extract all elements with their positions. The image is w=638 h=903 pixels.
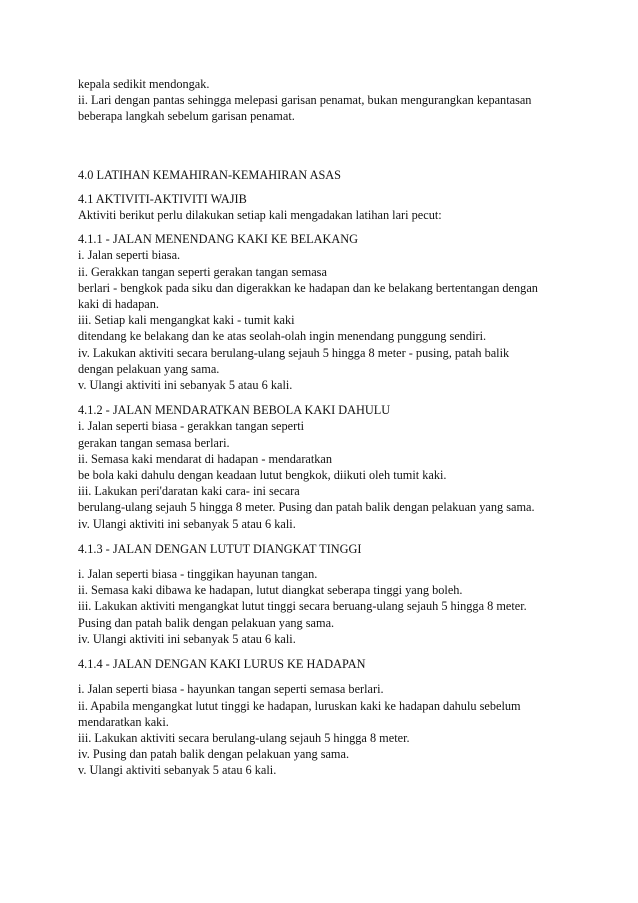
activity-line: berulang-ulang sejauh 5 hingga 8 meter. Pusing dan patah balik dengan pelakuan yang sama. <box>78 500 535 515</box>
intro-line: ii. Lari dengan pantas sehingga melepasi garisan penamat, bukan mengurangkan kepantasan <box>78 93 532 108</box>
intro-line: beberapa langkah sebelum garisan penamat. <box>78 109 295 124</box>
activity-line: iv. Pusing dan patah balik dengan pelakuan yang sama. <box>78 747 350 762</box>
activity-line: i. Jalan seperti biasa. <box>78 248 181 263</box>
activity-line: v. Ulangi aktiviti ini sebanyak 5 atau 6 kali. <box>78 378 293 393</box>
activity-line: kaki di hadapan. <box>78 297 159 312</box>
document-body <box>78 76 578 779</box>
activity-line: ditendang ke belakang dan ke atas seolah-olah ingin menendang punggung sendiri. <box>78 329 487 344</box>
activity-line: gerakan tangan semasa berlari. <box>78 435 230 450</box>
activity-line: i. Jalan seperti biasa - hayunkan tangan seperti semasa berlari. <box>78 682 384 697</box>
activity-heading: 4.1.1 - JALAN MENENDANG KAKI KE BELAKANG <box>78 232 359 247</box>
subsection-intro: Aktiviti berikut perlu dilakukan setiap kali mengadakan latihan lari pecut: <box>78 208 442 223</box>
activity-line: iii. Setiap kali mengangkat kaki - tumit kaki <box>78 313 295 328</box>
activity-line: iii. Lakukan aktiviti secara berulang-ulang sejauh 5 hingga 8 meter. <box>78 730 410 745</box>
activity-line: iv. Ulangi aktiviti ini sebanyak 5 atau 6 kali. <box>78 631 296 646</box>
activity-line: iv. Lakukan aktiviti secara berulang-ulang sejauh 5 hingga 8 meter - pusing, patah balik <box>78 345 510 360</box>
subsection-heading: 4.1 AKTIVITI-AKTIVITI WAJIB <box>78 191 247 206</box>
activity-line: ii. Semasa kaki dibawa ke hadapan, lutut diangkat seberapa tinggi yang boleh. <box>78 583 463 598</box>
activity-line: mendaratkan kaki. <box>78 714 169 729</box>
activity-line: ii. Apabila mengangkat lutut tinggi ke hadapan, luruskan kaki ke hadapan dahulu sebelum <box>78 698 521 713</box>
activity-heading: 4.1.2 - JALAN MENDARATKAN BEBOLA KAKI DAHULU <box>78 403 391 418</box>
section-heading: 4.0 LATIHAN KEMAHIRAN-KEMAHIRAN ASAS <box>78 167 342 182</box>
intro-line: kepala sedikit mendongak. <box>78 77 210 91</box>
activity-line: berlari - bengkok pada siku dan digerakkan ke hadapan dan ke belakang bertentangan dengan <box>78 280 538 295</box>
activity-line: iii. Lakukan aktiviti mengangkat lutut tinggi secara beruang-ulang sejauh 5 hingga 8 meter. <box>78 599 527 614</box>
activity-line: ii. Gerakkan tangan seperti gerakan tangan semasa <box>78 264 327 279</box>
activity-heading: 4.1.3 - JALAN DENGAN LUTUT DIANGKAT TINGGI <box>78 541 362 556</box>
activity-line: be bola kaki dahulu dengan keadaan lutut bengkok, diikuti oleh tumit kaki. <box>78 468 447 483</box>
activity-line: iii. Lakukan peri'daratan kaki cara- ini secara <box>78 484 300 499</box>
activity-line: v. Ulangi aktiviti sebanyak 5 atau 6 kali. <box>78 763 277 778</box>
activity-line: i. Jalan seperti biasa - gerakkan tangan seperti <box>78 419 305 434</box>
activity-line: iv. Ulangi aktiviti ini sebanyak 5 atau 6 kali. <box>78 516 296 531</box>
activity-line: Pusing dan patah balik dengan pelakuan yang sama. <box>78 615 335 630</box>
activity-line: ii. Semasa kaki mendarat di hadapan - mendaratkan <box>78 451 333 466</box>
activity-line: dengan pelakuan yang sama. <box>78 361 220 376</box>
activity-line: i. Jalan seperti biasa - tinggikan hayunan tangan. <box>78 567 318 582</box>
activity-heading: 4.1.4 - JALAN DENGAN KAKI LURUS KE HADAPAN <box>78 657 366 672</box>
